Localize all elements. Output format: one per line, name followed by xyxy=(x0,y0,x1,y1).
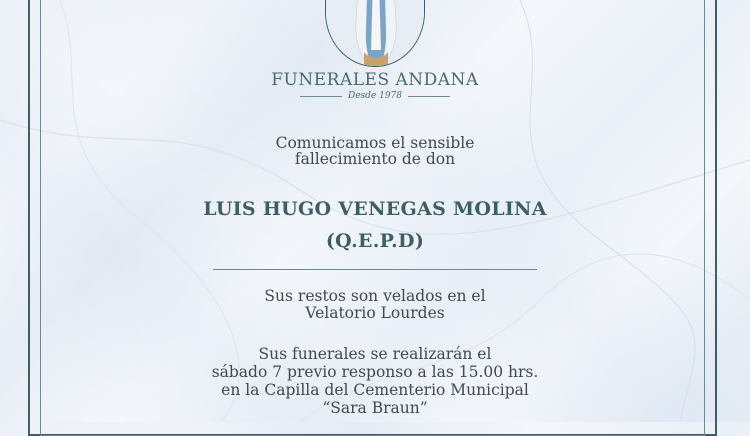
brand-name: FUNERALES ANDANA xyxy=(271,70,479,90)
since-left-line xyxy=(300,96,342,97)
funeral-line-4: “Sara Braun” xyxy=(322,399,428,417)
since-row xyxy=(0,91,750,101)
deceased-name: LUIS HUGO VENEGAS MOLINA xyxy=(203,198,547,220)
qepd-label: (Q.E.P.D) xyxy=(325,230,425,252)
intro-line-1: Comunicamos el sensible xyxy=(275,134,475,152)
funeral-line-1: Sus funerales se realizarán el xyxy=(258,345,492,363)
funeral-line-2: sábado 7 previo responso a las 15.00 hrs. xyxy=(211,363,539,381)
funeral-line-3: en la Capilla del Cementerio Municipal xyxy=(221,381,529,399)
since-right-line xyxy=(408,96,450,97)
since-text: Desde 1978 xyxy=(347,91,402,101)
intro-line-2: fallecimiento de don xyxy=(294,150,456,168)
wake-line-1: Sus restos son velados en el xyxy=(264,287,486,305)
separator-line xyxy=(213,269,537,270)
wake-line-2: Velatorio Lourdes xyxy=(305,304,445,322)
